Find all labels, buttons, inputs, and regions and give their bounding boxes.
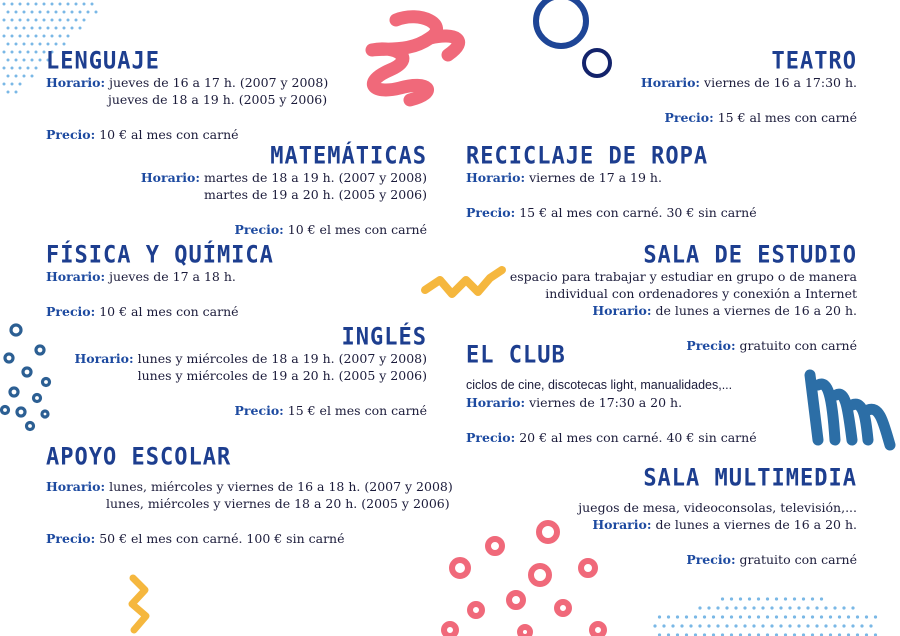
section-sala-de-estudio bbox=[510, 242, 857, 354]
horario-value: viernes de 16 a 17:30 h. bbox=[704, 75, 857, 90]
precio-line bbox=[74, 402, 427, 419]
decorative-dot bbox=[874, 615, 877, 618]
decorative-dot bbox=[47, 11, 50, 14]
precio-line bbox=[46, 126, 328, 143]
horario-line bbox=[46, 478, 453, 495]
decorative-dot bbox=[15, 59, 18, 62]
decorative-dot bbox=[712, 615, 715, 618]
decorative-dot bbox=[51, 19, 54, 22]
decorative-dot bbox=[806, 606, 809, 609]
horario-line bbox=[46, 74, 328, 91]
decorative-dot bbox=[79, 27, 82, 30]
decorative-dot bbox=[35, 35, 38, 38]
decorative-dot bbox=[698, 606, 701, 609]
decorative-dot bbox=[784, 615, 787, 618]
decorative-dot bbox=[87, 11, 90, 14]
decorative-dot bbox=[39, 11, 42, 14]
decorative-dot bbox=[39, 43, 42, 46]
decorative-dot bbox=[63, 43, 66, 46]
description-line-2: individual con ordenadores y conexión a Internet bbox=[545, 286, 857, 301]
horario-value: lunes, miércoles y viernes de 16 a 18 h. (2007 y 2008) bbox=[109, 479, 453, 494]
precio-value: gratuito con carné bbox=[739, 338, 857, 353]
decorative-dot bbox=[75, 3, 78, 6]
navy-ring-large bbox=[536, 0, 586, 46]
decorative-dot bbox=[19, 3, 22, 6]
decorative-dot bbox=[47, 43, 50, 46]
decorative-dot bbox=[19, 83, 22, 86]
section-title: APOYO ESCOLAR bbox=[46, 444, 232, 471]
decorative-dot bbox=[824, 624, 827, 627]
decorative-dot bbox=[757, 597, 760, 600]
section-title: RECICLAJE DE ROPA bbox=[466, 143, 709, 170]
decorative-dot bbox=[79, 11, 82, 14]
decorative-dot bbox=[721, 615, 724, 618]
precio-label: Precio: bbox=[46, 304, 96, 319]
precio-value: gratuito con carné bbox=[739, 552, 857, 567]
decorative-dot bbox=[734, 624, 737, 627]
blue-rings-left bbox=[2, 325, 50, 430]
decorative-dot bbox=[770, 606, 773, 609]
decorative-dot bbox=[743, 624, 746, 627]
precio-value: 15 € el mes con carné bbox=[287, 403, 427, 418]
horario-value-2: jueves de 18 a 19 h. (2005 y 2006) bbox=[108, 92, 328, 107]
decorative-dot bbox=[667, 615, 670, 618]
horario-value: viernes de 17:30 a 20 h. bbox=[529, 395, 683, 410]
decorative-dot bbox=[3, 83, 6, 86]
decorative-dot bbox=[842, 624, 845, 627]
horario-label: Horario: bbox=[46, 269, 106, 284]
decorative-dot bbox=[59, 35, 62, 38]
section-title: LENGUAJE bbox=[46, 48, 160, 75]
section-title: FÍSICA Y QUÍMICA bbox=[46, 242, 274, 269]
section-title: EL CLUB bbox=[466, 342, 566, 369]
dot-pattern-bottom bbox=[653, 597, 877, 636]
decorative-dot bbox=[829, 615, 832, 618]
horario-line bbox=[141, 169, 427, 186]
precio-value: 15 € al mes con carné. 30 € sin carné bbox=[519, 205, 757, 220]
decorative-dot bbox=[730, 615, 733, 618]
description-line-1: espacio para trabajar y estudiar en grupo o de manera bbox=[509, 269, 857, 284]
decorative-dot bbox=[820, 597, 823, 600]
decorative-dot bbox=[824, 606, 827, 609]
decorative-dot bbox=[721, 597, 724, 600]
decorative-dot bbox=[11, 3, 14, 6]
decorative-dot bbox=[55, 27, 58, 30]
decorative-dot bbox=[3, 19, 6, 22]
decorative-dot bbox=[71, 11, 74, 14]
description-line-1: ciclos de cine, discotecas light, manualidades,... bbox=[466, 378, 733, 392]
decorative-dot bbox=[707, 624, 710, 627]
decorative-dot bbox=[39, 59, 42, 62]
decorative-dot bbox=[811, 597, 814, 600]
teal-scribble-right bbox=[810, 375, 890, 445]
decorative-dot bbox=[43, 3, 46, 6]
decorative-dot bbox=[865, 615, 868, 618]
decorative-dot bbox=[748, 615, 751, 618]
decorative-dot bbox=[694, 615, 697, 618]
decorative-dot bbox=[707, 606, 710, 609]
horario-line bbox=[466, 169, 757, 186]
section-apoyo-escolar bbox=[46, 444, 453, 547]
horario-label: Horario: bbox=[592, 303, 652, 318]
decorative-dot bbox=[685, 615, 688, 618]
decorative-dot bbox=[15, 91, 18, 94]
decorative-dot bbox=[27, 51, 30, 54]
decorative-dot bbox=[851, 606, 854, 609]
decorative-dot bbox=[31, 27, 34, 30]
decorative-dot bbox=[797, 624, 800, 627]
horario-label: Horario: bbox=[592, 517, 652, 532]
section-matematicas bbox=[141, 143, 427, 238]
decorative-dot bbox=[3, 35, 6, 38]
decorative-dot bbox=[15, 43, 18, 46]
horario-label: Horario: bbox=[74, 351, 134, 366]
decorative-dot bbox=[43, 35, 46, 38]
decorative-dot bbox=[838, 615, 841, 618]
description-line-1: juegos de mesa, videoconsolas, televisión,... bbox=[578, 500, 857, 515]
precio-line bbox=[141, 221, 427, 238]
decorative-dot bbox=[833, 624, 836, 627]
precio-label: Precio: bbox=[46, 127, 96, 142]
yellow-zigzag-middle bbox=[425, 270, 502, 294]
decorative-dot bbox=[757, 615, 760, 618]
decorative-dot bbox=[51, 3, 54, 6]
horario-label: Horario: bbox=[46, 479, 106, 494]
decorative-dot bbox=[811, 615, 814, 618]
decorative-dot bbox=[27, 35, 30, 38]
decorative-dot bbox=[55, 43, 58, 46]
horario-line bbox=[466, 394, 757, 411]
pink-squiggle-top bbox=[372, 17, 459, 100]
precio-label: Precio: bbox=[686, 552, 736, 567]
decorative-dot bbox=[658, 615, 661, 618]
horario-value: martes de 18 a 19 h. (2007 y 2008) bbox=[203, 170, 427, 185]
decorative-dot bbox=[23, 43, 26, 46]
decorative-dot bbox=[752, 606, 755, 609]
decorative-dot bbox=[7, 59, 10, 62]
decorative-dot bbox=[31, 75, 34, 78]
decorative-dot bbox=[716, 624, 719, 627]
decorative-dot bbox=[676, 615, 679, 618]
decorative-dot bbox=[51, 35, 54, 38]
decorative-dot bbox=[67, 35, 70, 38]
decorative-dot bbox=[779, 624, 782, 627]
decorative-dot bbox=[748, 597, 751, 600]
decorative-dot bbox=[716, 606, 719, 609]
horario-value-2: lunes y miércoles de 19 a 20 h. (2005 y 2006) bbox=[137, 368, 427, 383]
decorative-dot bbox=[35, 51, 38, 54]
horario-line bbox=[46, 268, 274, 285]
decorative-dot bbox=[27, 67, 30, 70]
decorative-dot bbox=[59, 19, 62, 22]
decorative-dot bbox=[11, 19, 14, 22]
decorative-dot bbox=[95, 11, 98, 14]
decorative-dot bbox=[806, 624, 809, 627]
decorative-dot bbox=[802, 615, 805, 618]
section-ingles bbox=[74, 324, 427, 419]
decorative-dot bbox=[788, 624, 791, 627]
section-reciclaje-de-ropa bbox=[466, 143, 757, 221]
decorative-dot bbox=[842, 606, 845, 609]
decorative-dot bbox=[739, 615, 742, 618]
section-el-club bbox=[466, 342, 757, 446]
decorative-dot bbox=[55, 11, 58, 14]
decorative-dot bbox=[775, 615, 778, 618]
horario-line bbox=[510, 302, 857, 319]
section-title: SALA DE ESTUDIO bbox=[643, 242, 857, 269]
precio-label: Precio: bbox=[664, 110, 714, 125]
precio-line bbox=[466, 204, 757, 221]
decorative-dot bbox=[39, 27, 42, 30]
decorative-dot bbox=[734, 606, 737, 609]
decorative-dot bbox=[671, 624, 674, 627]
decorative-dot bbox=[793, 615, 796, 618]
precio-value: 20 € al mes con carné. 40 € sin carné bbox=[519, 430, 757, 445]
yellow-zigzag-bottom bbox=[132, 578, 146, 630]
decorative-dot bbox=[83, 19, 86, 22]
decorative-dot bbox=[15, 27, 18, 30]
decorative-dot bbox=[703, 615, 706, 618]
decorative-dot bbox=[19, 67, 22, 70]
decorative-dot bbox=[23, 11, 26, 14]
decorative-dot bbox=[7, 75, 10, 78]
decorative-dot bbox=[815, 606, 818, 609]
decorative-dot bbox=[680, 624, 683, 627]
decorative-dot bbox=[847, 615, 850, 618]
decorative-dot bbox=[797, 606, 800, 609]
horario-value: viernes de 17 a 19 h. bbox=[529, 170, 662, 185]
precio-line bbox=[46, 303, 274, 320]
precio-line bbox=[46, 530, 453, 547]
section-title: TEATRO bbox=[771, 48, 857, 75]
decorative-dot bbox=[59, 3, 62, 6]
decorative-dot bbox=[761, 624, 764, 627]
decorative-dot bbox=[91, 3, 94, 6]
precio-label: Precio: bbox=[234, 222, 284, 237]
decorative-dot bbox=[43, 19, 46, 22]
horario-label: Horario: bbox=[46, 75, 106, 90]
decorative-dot bbox=[7, 27, 10, 30]
decorative-dot bbox=[851, 624, 854, 627]
horario-line bbox=[641, 74, 857, 91]
decorative-dot bbox=[743, 606, 746, 609]
horario-value: lunes y miércoles de 18 a 19 h. (2007 y 2008) bbox=[137, 351, 427, 366]
precio-value: 10 € el mes con carné bbox=[287, 222, 427, 237]
decorative-dot bbox=[19, 35, 22, 38]
decorative-dot bbox=[793, 597, 796, 600]
decorative-dot bbox=[860, 624, 863, 627]
decorative-dot bbox=[31, 59, 34, 62]
decorative-dot bbox=[725, 624, 728, 627]
decorative-dot bbox=[788, 606, 791, 609]
precio-label: Precio: bbox=[234, 403, 284, 418]
section-sala-multimedia bbox=[578, 465, 857, 568]
horario-value: de lunes a viernes de 16 a 20 h. bbox=[655, 303, 857, 318]
decorative-dot bbox=[47, 27, 50, 30]
precio-line bbox=[641, 109, 857, 126]
decorative-dot bbox=[35, 19, 38, 22]
decorative-dot bbox=[802, 597, 805, 600]
horario-label: Horario: bbox=[466, 395, 526, 410]
decorative-dot bbox=[739, 597, 742, 600]
section-teatro bbox=[641, 48, 857, 126]
precio-value: 50 € el mes con carné. 100 € sin carné bbox=[99, 531, 345, 546]
decorative-dot bbox=[725, 606, 728, 609]
decorative-dot bbox=[662, 624, 665, 627]
decorative-dot bbox=[7, 91, 10, 94]
decorative-dot bbox=[11, 83, 14, 86]
precio-label: Precio: bbox=[686, 338, 736, 353]
decorative-dot bbox=[653, 624, 656, 627]
decorative-dot bbox=[3, 51, 6, 54]
precio-line bbox=[578, 551, 857, 568]
decorative-dot bbox=[63, 11, 66, 14]
decorative-dot bbox=[31, 43, 34, 46]
decorative-dot bbox=[67, 19, 70, 22]
precio-label: Precio: bbox=[46, 531, 96, 546]
decorative-dot bbox=[869, 624, 872, 627]
decorative-dot bbox=[856, 615, 859, 618]
decorative-dot bbox=[770, 624, 773, 627]
horario-label: Horario: bbox=[140, 170, 200, 185]
decorative-dot bbox=[815, 624, 818, 627]
decorative-dot bbox=[83, 3, 86, 6]
decorative-dot bbox=[833, 606, 836, 609]
decorative-dot bbox=[75, 19, 78, 22]
decorative-dot bbox=[689, 624, 692, 627]
precio-value: 10 € al mes con carné bbox=[99, 127, 239, 142]
navy-ring-small bbox=[584, 50, 610, 76]
decorative-dot bbox=[775, 597, 778, 600]
section-title: MATEMÁTICAS bbox=[270, 143, 427, 170]
decorative-dot bbox=[3, 67, 6, 70]
decorative-dot bbox=[752, 624, 755, 627]
decorative-dot bbox=[11, 51, 14, 54]
precio-line bbox=[466, 429, 757, 446]
precio-value: 10 € al mes con carné bbox=[99, 304, 239, 319]
decorative-dot bbox=[35, 67, 38, 70]
decorative-dot bbox=[27, 3, 30, 6]
section-fisica-y-quimica bbox=[46, 242, 274, 320]
section-lenguaje bbox=[46, 48, 328, 143]
decorative-dot bbox=[7, 11, 10, 14]
decorative-dot bbox=[784, 597, 787, 600]
precio-value: 15 € al mes con carné bbox=[717, 110, 857, 125]
decorative-dot bbox=[23, 75, 26, 78]
decorative-dot bbox=[11, 35, 14, 38]
decorative-dot bbox=[766, 615, 769, 618]
decorative-dot bbox=[820, 615, 823, 618]
decorative-dot bbox=[779, 606, 782, 609]
decorative-dot bbox=[31, 11, 34, 14]
precio-label: Precio: bbox=[466, 430, 516, 445]
precio-label: Precio: bbox=[466, 205, 516, 220]
decorative-dot bbox=[71, 27, 74, 30]
decorative-dot bbox=[27, 19, 30, 22]
horario-label: Horario: bbox=[466, 170, 526, 185]
decorative-dot bbox=[35, 3, 38, 6]
decorative-dot bbox=[23, 27, 26, 30]
decorative-dot bbox=[19, 19, 22, 22]
horario-value: de lunes a viernes de 16 a 20 h. bbox=[655, 517, 857, 532]
horario-line bbox=[578, 516, 857, 533]
decorative-dot bbox=[23, 59, 26, 62]
decorative-dot bbox=[766, 597, 769, 600]
decorative-dot bbox=[15, 75, 18, 78]
horario-line bbox=[74, 350, 427, 367]
horario-value: jueves de 17 a 18 h. bbox=[109, 269, 236, 284]
decorative-dot bbox=[698, 624, 701, 627]
decorative-dot bbox=[19, 51, 22, 54]
decorative-dot bbox=[7, 43, 10, 46]
decorative-dot bbox=[730, 597, 733, 600]
horario-value: jueves de 16 a 17 h. (2007 y 2008) bbox=[109, 75, 329, 90]
decorative-dot bbox=[3, 3, 6, 6]
decorative-dot bbox=[63, 27, 66, 30]
horario-value-2: lunes, miércoles y viernes de 18 a 20 h. (2005 y 2006) bbox=[106, 496, 450, 511]
decorative-dot bbox=[761, 606, 764, 609]
decorative-dot bbox=[67, 3, 70, 6]
section-title: INGLÉS bbox=[341, 324, 427, 351]
decorative-dot bbox=[15, 11, 18, 14]
horario-label: Horario: bbox=[640, 75, 701, 90]
decorative-dot bbox=[11, 67, 14, 70]
section-title: SALA MULTIMEDIA bbox=[643, 465, 857, 492]
horario-value-2: martes de 19 a 20 h. (2005 y 2006) bbox=[203, 187, 427, 202]
